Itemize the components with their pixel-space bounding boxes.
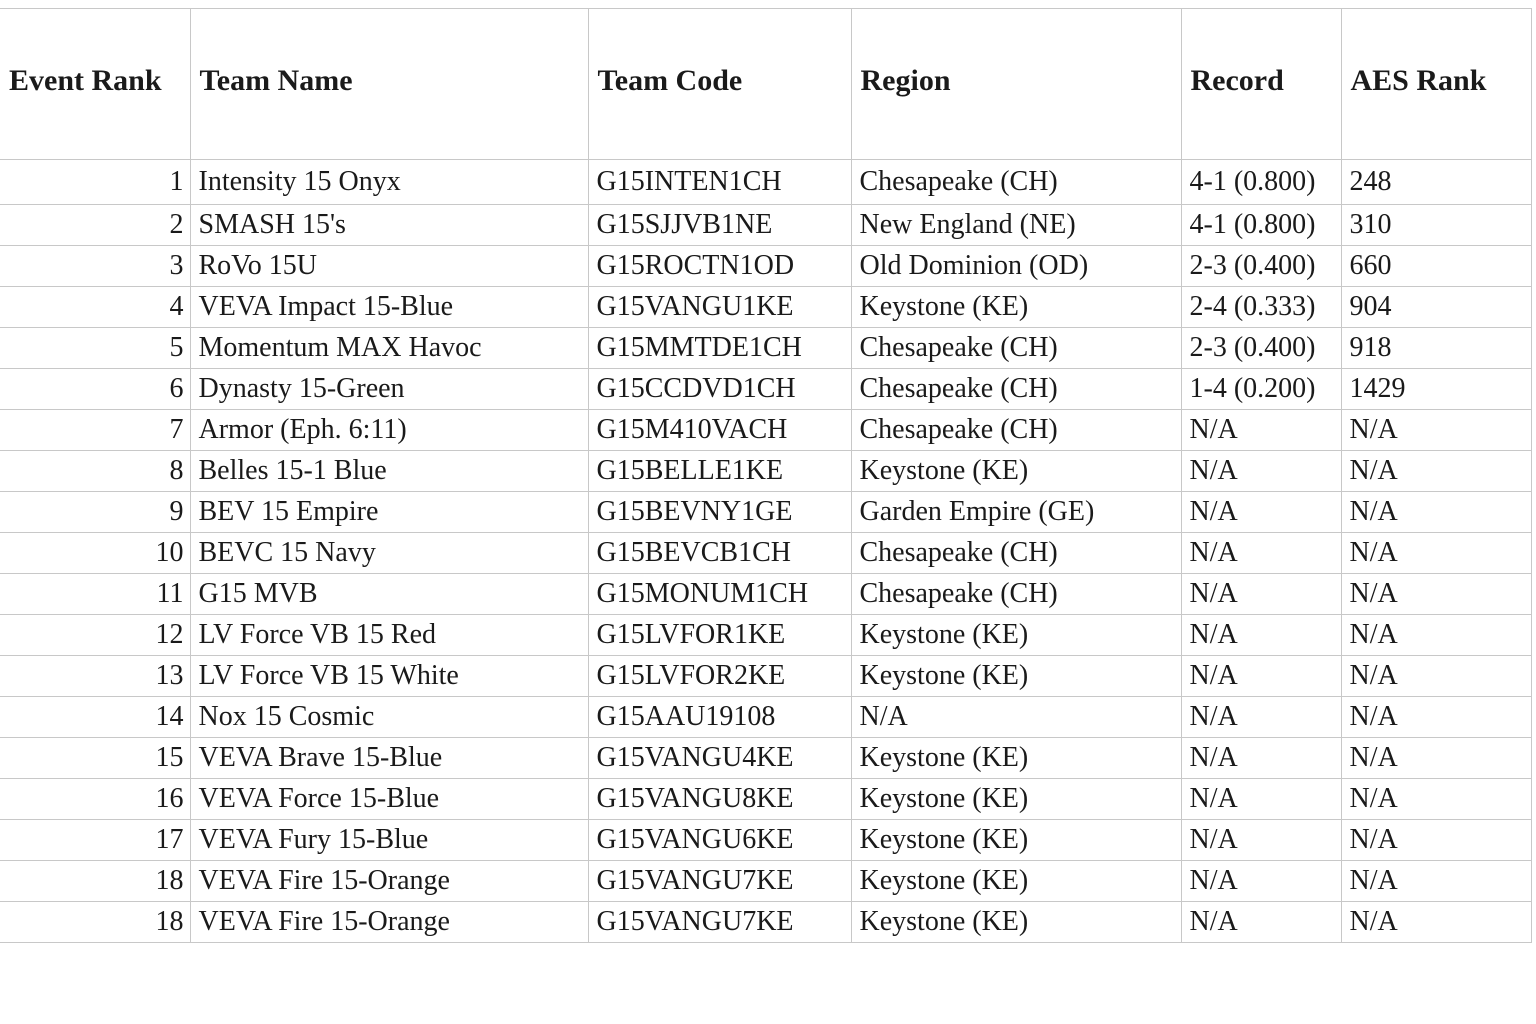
aes-rank-cell: N/A: [1341, 697, 1531, 738]
record-cell: 4-1 (0.800): [1181, 160, 1341, 205]
team-name-cell: BEV 15 Empire: [190, 492, 588, 533]
event-rank-cell: 8: [0, 451, 190, 492]
team-name-cell: SMASH 15's: [190, 205, 588, 246]
aes-rank-cell: N/A: [1341, 738, 1531, 779]
team-code-cell: G15VANGU4KE: [588, 738, 851, 779]
region-cell: Keystone (KE): [851, 779, 1181, 820]
event-rank-cell: 18: [0, 861, 190, 902]
region-cell: Chesapeake (CH): [851, 160, 1181, 205]
table-row: [0, 738, 1531, 779]
aes-rank-cell: 918: [1341, 328, 1531, 369]
column-header-team-code: Team Code: [588, 9, 851, 160]
team-name-cell: LV Force VB 15 White: [190, 656, 588, 697]
aes-rank-cell: 310: [1341, 205, 1531, 246]
record-cell: N/A: [1181, 451, 1341, 492]
team-code-cell: G15VANGU6KE: [588, 820, 851, 861]
team-code-cell: G15INTEN1CH: [588, 160, 851, 205]
record-cell: N/A: [1181, 533, 1341, 574]
region-cell: Garden Empire (GE): [851, 492, 1181, 533]
event-rank-cell: 11: [0, 574, 190, 615]
region-cell: Chesapeake (CH): [851, 328, 1181, 369]
record-cell: N/A: [1181, 902, 1341, 943]
table-row: [0, 160, 1531, 205]
table-row: [0, 861, 1531, 902]
team-code-cell: G15ROCTN1OD: [588, 246, 851, 287]
region-cell: Keystone (KE): [851, 615, 1181, 656]
team-name-cell: VEVA Impact 15-Blue: [190, 287, 588, 328]
team-code-cell: G15CCDVD1CH: [588, 369, 851, 410]
team-code-cell: G15VANGU7KE: [588, 861, 851, 902]
column-header-region: Region: [851, 9, 1181, 160]
region-cell: Keystone (KE): [851, 861, 1181, 902]
table-row: [0, 615, 1531, 656]
team-code-cell: G15MMTDE1CH: [588, 328, 851, 369]
region-cell: Chesapeake (CH): [851, 369, 1181, 410]
event-rank-cell: 15: [0, 738, 190, 779]
aes-rank-cell: N/A: [1341, 492, 1531, 533]
team-name-cell: Intensity 15 Onyx: [190, 160, 588, 205]
region-cell: Chesapeake (CH): [851, 410, 1181, 451]
team-name-cell: BEVC 15 Navy: [190, 533, 588, 574]
aes-rank-cell: 904: [1341, 287, 1531, 328]
team-name-cell: Belles 15-1 Blue: [190, 451, 588, 492]
event-rank-cell: 14: [0, 697, 190, 738]
record-cell: 4-1 (0.800): [1181, 205, 1341, 246]
column-header-record: Record: [1181, 9, 1341, 160]
team-name-cell: VEVA Fire 15-Orange: [190, 902, 588, 943]
region-cell: Keystone (KE): [851, 902, 1181, 943]
event-rank-cell: 4: [0, 287, 190, 328]
aes-rank-cell: N/A: [1341, 779, 1531, 820]
region-cell: New England (NE): [851, 205, 1181, 246]
record-cell: 1-4 (0.200): [1181, 369, 1341, 410]
aes-rank-cell: N/A: [1341, 533, 1531, 574]
table-row: [0, 779, 1531, 820]
event-rank-cell: 17: [0, 820, 190, 861]
header-row: [0, 9, 1531, 160]
table-row: [0, 820, 1531, 861]
team-name-cell: Dynasty 15-Green: [190, 369, 588, 410]
aes-rank-cell: 248: [1341, 160, 1531, 205]
table-row: [0, 656, 1531, 697]
table-row: [0, 902, 1531, 943]
team-code-cell: G15M410VACH: [588, 410, 851, 451]
event-rank-cell: 1: [0, 160, 190, 205]
team-code-cell: G15AAU19108: [588, 697, 851, 738]
event-rank-cell: 16: [0, 779, 190, 820]
aes-rank-cell: 1429: [1341, 369, 1531, 410]
team-code-cell: G15SJJVB1NE: [588, 205, 851, 246]
region-cell: Keystone (KE): [851, 820, 1181, 861]
record-cell: N/A: [1181, 779, 1341, 820]
table-row: [0, 697, 1531, 738]
event-rank-cell: 13: [0, 656, 190, 697]
record-cell: N/A: [1181, 492, 1341, 533]
event-rank-cell: 7: [0, 410, 190, 451]
record-cell: N/A: [1181, 574, 1341, 615]
aes-rank-cell: N/A: [1341, 574, 1531, 615]
team-code-cell: G15LVFOR1KE: [588, 615, 851, 656]
aes-rank-cell: N/A: [1341, 820, 1531, 861]
team-code-cell: G15VANGU8KE: [588, 779, 851, 820]
team-code-cell: G15VANGU7KE: [588, 902, 851, 943]
aes-rank-cell: N/A: [1341, 656, 1531, 697]
aes-rank-cell: N/A: [1341, 451, 1531, 492]
team-name-cell: VEVA Fury 15-Blue: [190, 820, 588, 861]
team-name-cell: VEVA Fire 15-Orange: [190, 861, 588, 902]
column-header-event-rank: Event Rank: [0, 9, 190, 160]
team-code-cell: G15BEVNY1GE: [588, 492, 851, 533]
record-cell: 2-3 (0.400): [1181, 328, 1341, 369]
region-cell: Keystone (KE): [851, 738, 1181, 779]
team-name-cell: G15 MVB: [190, 574, 588, 615]
team-name-cell: RoVo 15U: [190, 246, 588, 287]
team-code-cell: G15MONUM1CH: [588, 574, 851, 615]
team-code-cell: G15BELLE1KE: [588, 451, 851, 492]
record-cell: N/A: [1181, 820, 1341, 861]
event-rank-cell: 12: [0, 615, 190, 656]
region-cell: N/A: [851, 697, 1181, 738]
team-code-cell: G15VANGU1KE: [588, 287, 851, 328]
record-cell: N/A: [1181, 656, 1341, 697]
aes-rank-cell: N/A: [1341, 861, 1531, 902]
team-name-cell: LV Force VB 15 Red: [190, 615, 588, 656]
team-name-cell: Nox 15 Cosmic: [190, 697, 588, 738]
event-rank-cell: 6: [0, 369, 190, 410]
record-cell: 2-3 (0.400): [1181, 246, 1341, 287]
event-rank-cell: 18: [0, 902, 190, 943]
aes-rank-cell: 660: [1341, 246, 1531, 287]
region-cell: Chesapeake (CH): [851, 574, 1181, 615]
table-row: [0, 533, 1531, 574]
table-row: [0, 287, 1531, 328]
standings-table: [0, 8, 1532, 943]
event-rank-cell: 3: [0, 246, 190, 287]
table-row: [0, 369, 1531, 410]
region-cell: Chesapeake (CH): [851, 533, 1181, 574]
table-body: [0, 160, 1531, 943]
table-row: [0, 328, 1531, 369]
event-rank-cell: 9: [0, 492, 190, 533]
record-cell: 2-4 (0.333): [1181, 287, 1341, 328]
table-row: [0, 451, 1531, 492]
aes-rank-cell: N/A: [1341, 902, 1531, 943]
column-header-aes-rank: AES Rank: [1341, 9, 1531, 160]
team-name-cell: VEVA Brave 15-Blue: [190, 738, 588, 779]
record-cell: N/A: [1181, 738, 1341, 779]
team-name-cell: Armor (Eph. 6:11): [190, 410, 588, 451]
record-cell: N/A: [1181, 697, 1341, 738]
table-row: [0, 410, 1531, 451]
aes-rank-cell: N/A: [1341, 615, 1531, 656]
record-cell: N/A: [1181, 410, 1341, 451]
event-rank-cell: 2: [0, 205, 190, 246]
table-row: [0, 574, 1531, 615]
team-code-cell: G15BEVCB1CH: [588, 533, 851, 574]
event-rank-cell: 5: [0, 328, 190, 369]
record-cell: N/A: [1181, 615, 1341, 656]
region-cell: Keystone (KE): [851, 451, 1181, 492]
table-row: [0, 205, 1531, 246]
table-row: [0, 246, 1531, 287]
region-cell: Keystone (KE): [851, 287, 1181, 328]
event-rank-cell: 10: [0, 533, 190, 574]
aes-rank-cell: N/A: [1341, 410, 1531, 451]
team-name-cell: VEVA Force 15-Blue: [190, 779, 588, 820]
team-name-cell: Momentum MAX Havoc: [190, 328, 588, 369]
record-cell: N/A: [1181, 861, 1341, 902]
team-code-cell: G15LVFOR2KE: [588, 656, 851, 697]
column-header-team-name: Team Name: [190, 9, 588, 160]
table-row: [0, 492, 1531, 533]
region-cell: Old Dominion (OD): [851, 246, 1181, 287]
region-cell: Keystone (KE): [851, 656, 1181, 697]
